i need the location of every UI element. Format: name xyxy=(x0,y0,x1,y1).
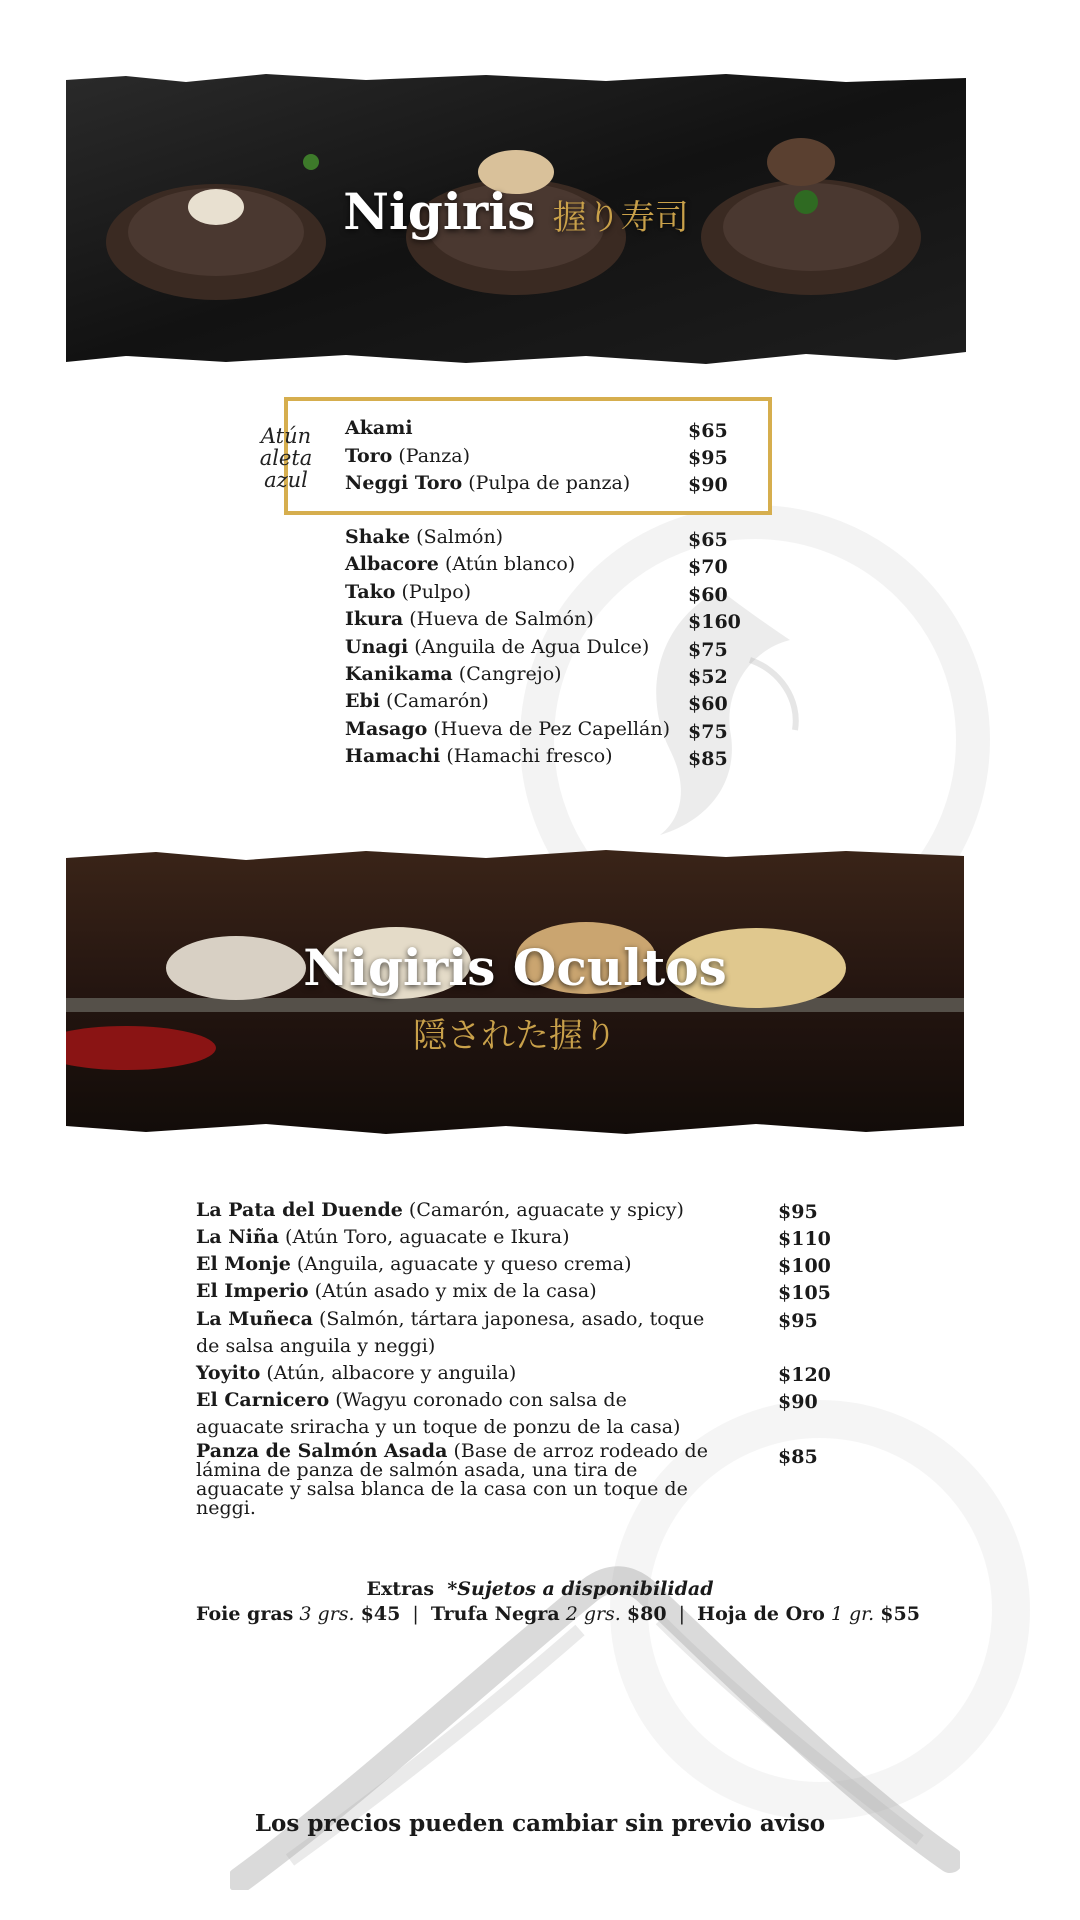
menu-item: Ebi (Camarón) xyxy=(345,690,489,712)
price-disclaimer: Los precios pueden cambiar sin previo aviso xyxy=(254,1810,826,1837)
menu-item-price: $90 xyxy=(778,1391,818,1413)
menu-item-price: $110 xyxy=(778,1228,831,1250)
menu-item-price: $60 xyxy=(688,693,728,715)
menu-item: Neggi Toro (Pulpa de panza) xyxy=(345,472,631,494)
menu-item: El Monje (Anguila, aguacate y queso crema) xyxy=(196,1253,632,1275)
menu-item: El Carnicero (Wagyu coronado con salsa de aguacate sriracha y un toque de ponzu de la casa) xyxy=(196,1389,681,1438)
menu-item: Akami xyxy=(345,417,413,439)
section-title: Nigiris 握り寿司 xyxy=(343,182,689,241)
menu-item-price: $60 xyxy=(688,584,728,606)
menu-item-price: $120 xyxy=(778,1364,831,1386)
menu-item: Kanikama (Cangrejo) xyxy=(345,663,562,685)
menu-item-price: $160 xyxy=(688,611,741,633)
menu-item-price: $75 xyxy=(688,639,728,661)
menu-item-price: $100 xyxy=(778,1255,831,1277)
menu-item-price: $65 xyxy=(688,529,728,551)
menu-item: Yoyito (Atún, albacore y anguila) xyxy=(196,1362,517,1384)
menu-item-price: $65 xyxy=(688,420,728,442)
menu-item: La Pata del Duende (Camarón, aguacate y spicy) xyxy=(196,1199,684,1221)
menu-item-price: $95 xyxy=(688,447,728,469)
menu-item-price: $75 xyxy=(688,721,728,743)
extras-heading: Extras *Sujetos a disponibilidad xyxy=(366,1578,714,1600)
bluefin-tuna-label: Atún aleta azul xyxy=(259,424,313,492)
menu-item: Panza de Salmón Asada (Base de arroz rodeado de lámina de panza de salmón asada, una tira de aguacate y salsa blanca de la casa con un toque de neggi. xyxy=(196,1440,708,1519)
menu-item: La Muñeca (Salmón, tártara japonesa, asado, toque de salsa anguila y neggi) xyxy=(196,1308,705,1357)
menu-item-price: $52 xyxy=(688,666,728,688)
menu-item-price: $105 xyxy=(778,1282,831,1304)
section-title-jp: 握り寿司 xyxy=(552,198,689,238)
menu-item: Tako (Pulpo) xyxy=(345,581,472,603)
menu-item: Albacore (Atún blanco) xyxy=(345,553,576,575)
menu-item-price: $95 xyxy=(778,1201,818,1223)
menu-item: Masago (Hueva de Pez Capellán) xyxy=(345,718,670,740)
menu-item: Unagi (Anguila de Agua Dulce) xyxy=(345,636,650,658)
menu-item: Toro (Panza) xyxy=(345,445,471,467)
menu-item: Shake (Salmón) xyxy=(345,526,504,548)
menu-item: Hamachi (Hamachi fresco) xyxy=(345,745,613,767)
menu-item: La Niña (Atún Toro, aguacate e Ikura) xyxy=(196,1226,570,1248)
menu-item-price: $85 xyxy=(778,1446,818,1468)
nigiris-ocultos-banner xyxy=(66,848,964,1136)
nigiris-banner xyxy=(66,72,966,367)
section-title: Nigiris Ocultos xyxy=(303,938,727,997)
menu-item: Ikura (Hueva de Salmón) xyxy=(345,608,594,630)
menu-item-price: $85 xyxy=(688,748,728,770)
menu-item-price: $70 xyxy=(688,556,728,578)
extras-list: Foie gras 3 grs. $45 | Trufa Negra 2 grs. $80 | Hoja de Oro 1 gr. $55 xyxy=(196,1603,920,1625)
menu-item-price: $95 xyxy=(778,1310,818,1332)
section-title-jp: 隠された握り xyxy=(413,1016,617,1056)
menu-item: El Imperio (Atún asado y mix de la casa) xyxy=(196,1280,597,1302)
menu-item-price: $90 xyxy=(688,474,728,496)
